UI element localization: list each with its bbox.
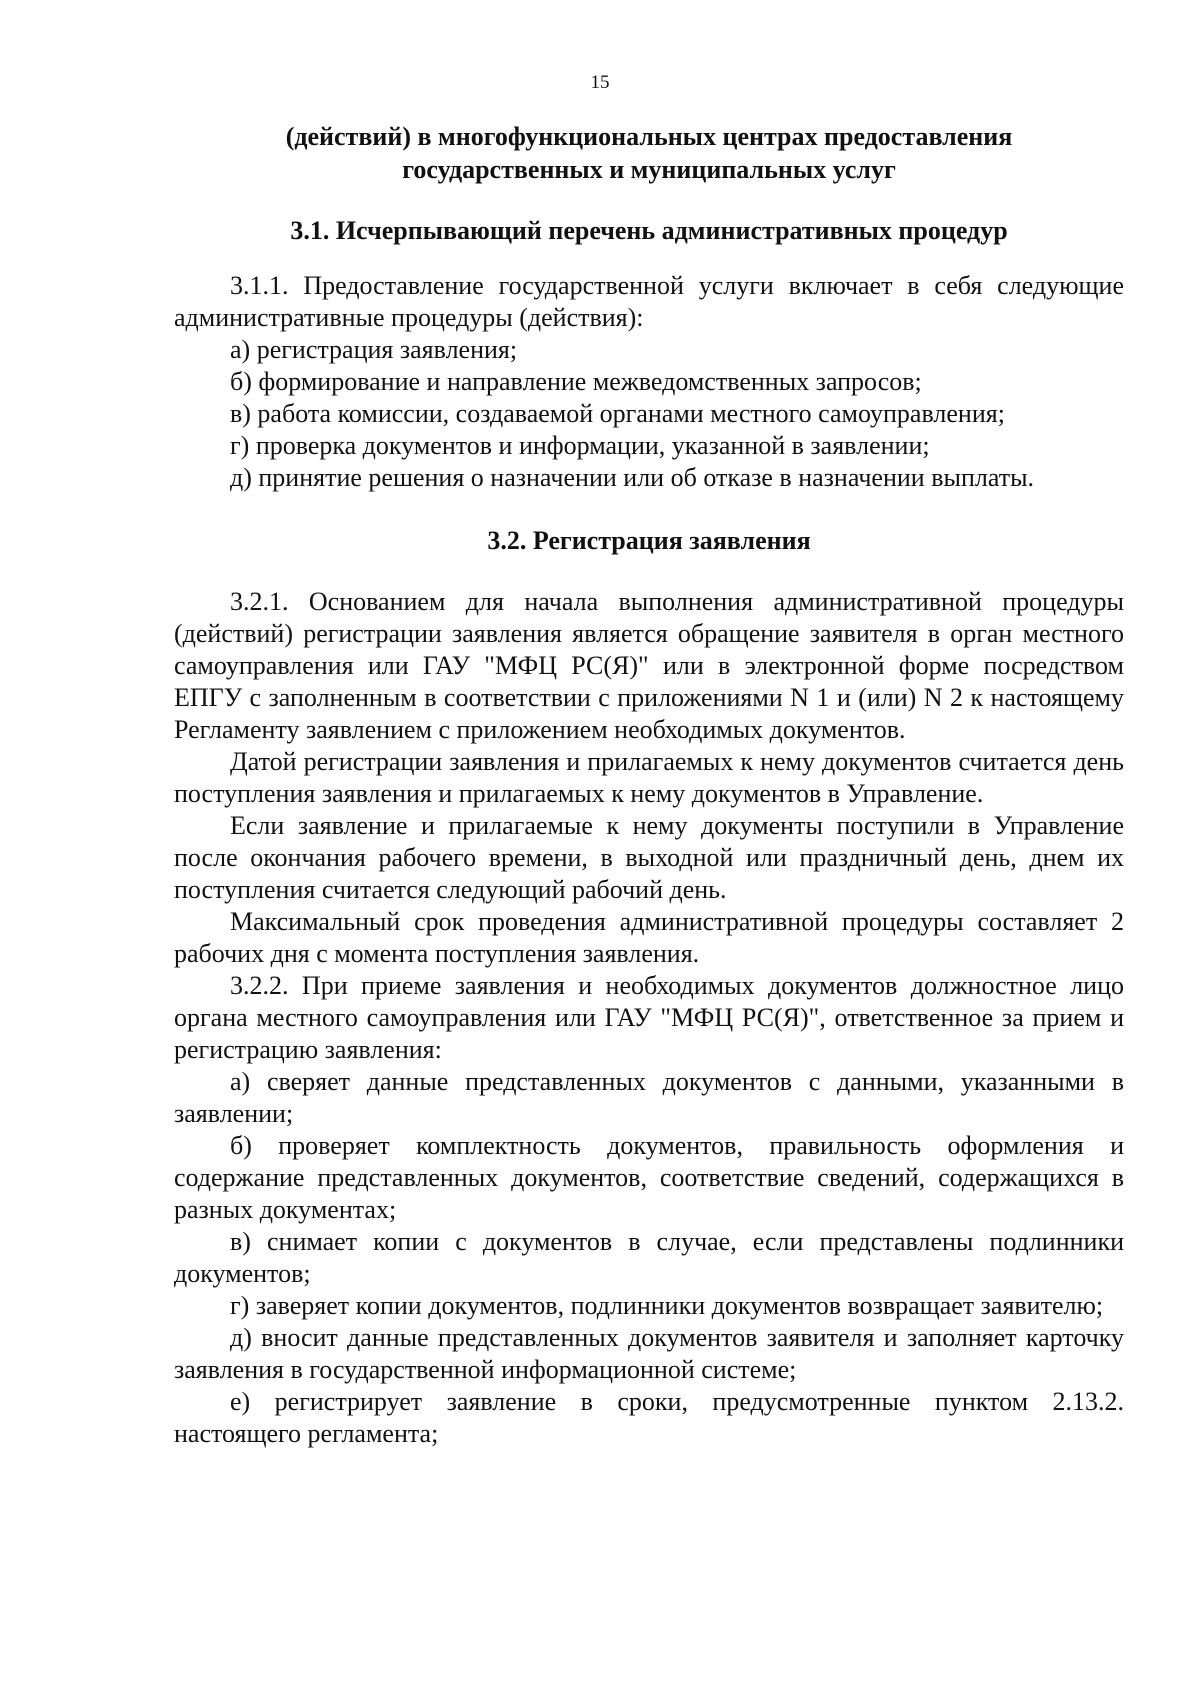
heading-line-2: государственных и муниципальных услуг: [402, 155, 896, 184]
paragraph: 3.2.2. При приеме заявления и необходимых документов должностное лицо органа местного самоуправления или ГАУ "МФЦ РС(Я)", ответственное за прием и регистрацию заявления:: [174, 971, 1124, 1064]
paragraph: Если заявление и прилагаемые к нему документы поступили в Управление после окончания рабочего времени, в выходной или праздничный день, днем их поступления считается следующий рабочий день.: [174, 811, 1124, 904]
document-content: [174, 120, 1124, 1450]
list-item: г) проверка документов и информации, указанной в заявлении;: [230, 431, 930, 460]
list-item: е) регистрирует заявление в сроки, предусмотренные пунктом 2.13.2. настоящего регламента;: [174, 1387, 1124, 1448]
section-3-1-intro: 3.1.1. Предоставление государственной услуги включает в себя следующие административные процедуры (действия):: [174, 271, 1124, 332]
list-item: б) формирование и направление межведомственных запросов;: [230, 367, 922, 396]
list-item: а) регистрация заявления;: [230, 335, 518, 364]
list-item: в) работа комиссии, создаваемой органами местного самоуправления;: [230, 399, 1005, 428]
section-3-2-body: [174, 586, 1124, 1450]
list-item: в) снимает копии с документов в случае, если представлены подлинники документов;: [174, 1227, 1124, 1288]
paragraph: Максимальный срок проведения административной процедуры составляет 2 рабочих дня с момента поступления заявления.: [174, 907, 1124, 968]
list-item: г) заверяет копии документов, подлинники документов возвращает заявителю;: [230, 1291, 1104, 1320]
page-number: 15: [590, 72, 610, 93]
section-3-2-title: 3.2. Регистрация заявления: [487, 526, 811, 555]
document-heading: [174, 120, 1124, 186]
section-3-1-title: 3.1. Исчерпывающий перечень административных процедур: [290, 216, 1008, 245]
paragraph: Датой регистрации заявления и прилагаемых к нему документов считается день поступления заявления и прилагаемых к нему документов в Управление.: [174, 747, 1124, 808]
section-3-1-body: [174, 270, 1124, 494]
list-item: а) сверяет данные представленных документов с данными, указанными в заявлении;: [174, 1067, 1124, 1128]
paragraph: 3.2.1. Основанием для начала выполнения административной процедуры (действий) регистрации заявления является обращение заявителя в орган местного самоуправления или ГАУ "МФЦ РС(Я)" или в электронной форме посредством ЕПГУ с заполненным в соответствии с приложениями N 1 и (или) N 2 к настоящему Регламенту заявлением с приложением необходимых документов.: [174, 587, 1124, 744]
list-item: д) принятие решения о назначении или об отказе в назначении выплаты.: [230, 463, 1035, 492]
heading-line-1: (действий) в многофункциональных центрах предоставления: [285, 122, 1013, 151]
list-item: б) проверяет комплектность документов, правильность оформления и содержание представленных документов, соответствие сведений, содержащихся в разных документах;: [174, 1131, 1124, 1224]
list-item: д) вносит данные представленных документов заявителя и заполняет карточку заявления в государственной информационной системе;: [174, 1323, 1124, 1384]
